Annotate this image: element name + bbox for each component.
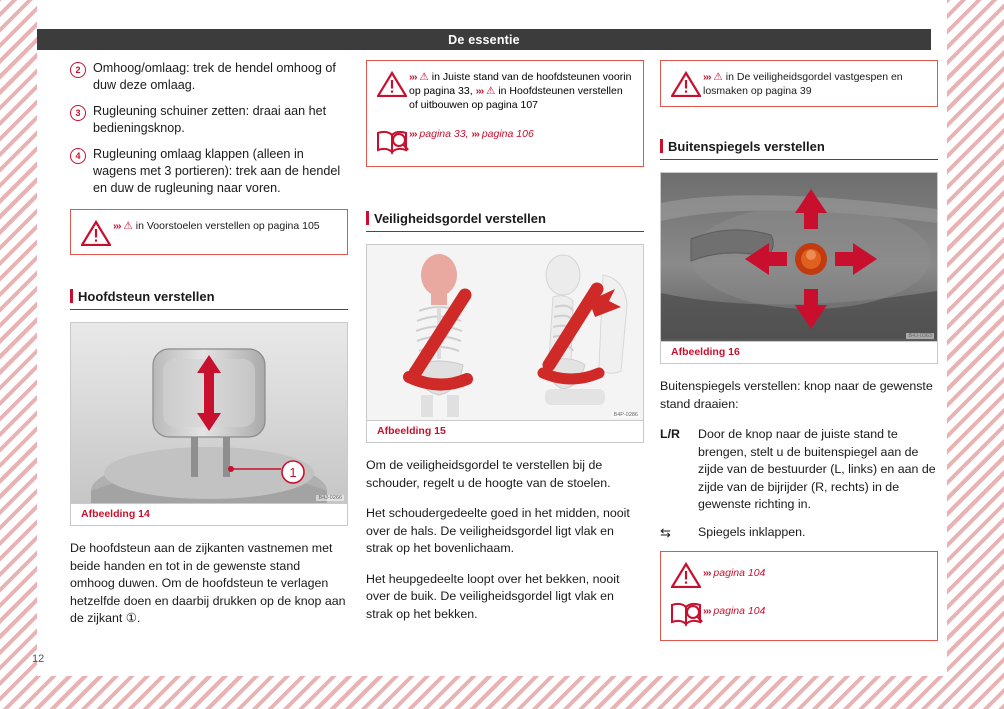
list-item-text: Omhoog/omlaag: trek de hendel omhoog of duw deze omlaag. — [93, 61, 336, 92]
section-heading-buitenspiegels — [660, 139, 938, 160]
figure-14-image — [71, 323, 347, 503]
figure-15-caption: Afbeelding 15 — [367, 420, 643, 442]
figure-14-code: B4J-0266 — [318, 495, 342, 501]
figure-15-code: B4P-0286 — [613, 412, 638, 418]
reference-text-book — [703, 598, 927, 618]
book-search-icon — [669, 598, 703, 628]
definition-row-fold — [660, 524, 938, 542]
section-title: Hoofdsteun verstellen — [78, 289, 215, 304]
paragraph-gordel-3: Het heupgedeelte loopt over het bekken, nooit over de buik. De veiligheidsgordel ligt vlak en strak op het bekken. — [366, 571, 620, 621]
warning-triangle-icon — [669, 69, 703, 97]
reference-box-spiegels — [660, 551, 938, 641]
reference-arrows-4: ››› — [471, 128, 479, 140]
section-heading-hoofdsteun — [70, 289, 348, 310]
page-header-bar — [37, 29, 931, 50]
reference-row-warning — [661, 552, 937, 592]
definition-description: Spiegels inklappen. — [698, 524, 806, 539]
warning-reference-box-gordel — [660, 60, 938, 107]
paragraph-hoofdsteun: De hoofdsteun aan de zijkanten vastnemen met beide handen en tot in de gewenste stand omhoog duwen. Om de hoofdsteun te verlagen hetzelfde doen en daarbij drukken op de knop aan de zijkant ①. — [70, 541, 346, 625]
figure-16 — [660, 172, 938, 364]
list-item — [70, 146, 348, 197]
warning-triangle-icon — [669, 560, 703, 588]
reference-page: pagina 104 — [713, 605, 766, 617]
paragraph-gordel-1: Om de veiligheidsgordel te verstellen bij de schouder, regelt u de hoogte van de stoelen. — [366, 458, 611, 490]
list-item-text: Rugleuning omlaag klappen (alleen in wagens met 3 portieren): trek aan de hendel en duw de rugleuning naar voren. — [93, 147, 341, 195]
list-item-number: 4 — [70, 148, 86, 164]
fold-mirrors-icon: ⇆ — [660, 524, 671, 540]
reference-arrows-3: ››› — [409, 128, 417, 140]
reference-text-book — [409, 126, 633, 141]
column-left — [70, 60, 348, 641]
definition-description: Door de knop naar de juiste stand te brengen, stelt u de buitenspiegel aan de zijde van de bestuurder (L, links) en aan de zijde van de bijrijder (R, rechts) in de gewenste richting in. — [698, 427, 936, 511]
svg-text:1: 1 — [289, 465, 297, 480]
book-search-icon — [375, 126, 409, 156]
reference-arrows: ››› — [703, 567, 711, 579]
reference-page-2: pagina 106 — [481, 128, 534, 140]
list-item-text: Rugleuning schuiner zetten: draai aan het bedieningsknop. — [93, 104, 327, 135]
warning-triangle-icon — [79, 218, 113, 246]
figure-14-caption: Afbeelding 14 — [71, 503, 347, 525]
warning-reference-box — [70, 209, 348, 255]
reference-arrows-2: ››› — [475, 85, 484, 97]
reference-label-1: in Juiste stand van de hoofdsteunen voorin op pagina 33, — [409, 71, 632, 97]
figure-16-code: B4J-0363 — [908, 333, 932, 339]
reference-arrows: ››› — [113, 220, 121, 232]
definition-term: L/R — [660, 427, 680, 441]
column-right — [660, 60, 938, 641]
figure-15 — [366, 244, 644, 443]
reference-row-book — [367, 120, 643, 166]
page-number: 12 — [32, 653, 45, 665]
page-header-title: De essentie — [448, 32, 520, 47]
warning-triangle-icon — [375, 69, 409, 97]
section-title: Buitenspiegels verstellen — [668, 139, 825, 154]
reference-text-warning: ››› ⚠ in Juiste stand van de hoofdsteunen voorin op pagina 33, ››› ⚠ in Hoofdsteunen verstellen of uitbouwen op pagina 107 — [409, 71, 632, 111]
warning-reference-text: ››› ⚠ in De veiligheidsgordel vastgespen en losmaken op pagina 39 — [703, 71, 903, 97]
reference-row-warning — [367, 61, 643, 120]
figure-16-caption: Afbeelding 16 — [661, 341, 937, 363]
list-item-number: 2 — [70, 62, 86, 78]
definition-list — [660, 426, 938, 541]
reference-row-book — [661, 592, 937, 640]
warning-reference-text: ››› ⚠ in Voorstoelen verstellen op pagina 105 — [113, 220, 320, 232]
figure-16-image — [661, 173, 937, 341]
reference-box-hoofdsteunen — [366, 60, 644, 167]
column-center — [366, 60, 644, 636]
list-item — [70, 103, 348, 137]
paragraph-buitenspiegels: Buitenspiegels verstellen: knop naar de gewenste stand draaien: — [660, 379, 933, 411]
reference-label-2: in Hoofdsteunen verstellen of uitbouwen op pagina 107 — [409, 85, 623, 111]
reference-label: in De veiligheidsgordel vastgespen en losmaken op pagina 39 — [703, 71, 903, 97]
reference-label: in Voorstoelen verstellen op pagina 105 — [135, 220, 320, 232]
reference-arrows: ››› — [703, 605, 711, 617]
section-title: Veiligheidsgordel verstellen — [374, 211, 546, 226]
numbered-instruction-list — [70, 60, 348, 197]
reference-arrows: ››› — [409, 71, 417, 83]
reference-page-1: pagina 33, — [419, 128, 469, 140]
list-item — [70, 60, 348, 94]
paragraph-gordel-2: Het schoudergedeelte goed in het midden, nooit over de hals. De veiligheidsgordel ligt vlak en strak op het bovenlichaam. — [366, 506, 630, 555]
section-heading-veiligheidsgordel — [366, 211, 644, 232]
definition-row-lr — [660, 426, 938, 514]
reference-arrows: ››› — [703, 71, 711, 83]
reference-text-warning — [703, 560, 927, 580]
figure-14 — [70, 322, 348, 526]
figure-15-image — [367, 245, 643, 420]
reference-page: pagina 104 — [713, 567, 766, 579]
list-item-number: 3 — [70, 105, 86, 121]
